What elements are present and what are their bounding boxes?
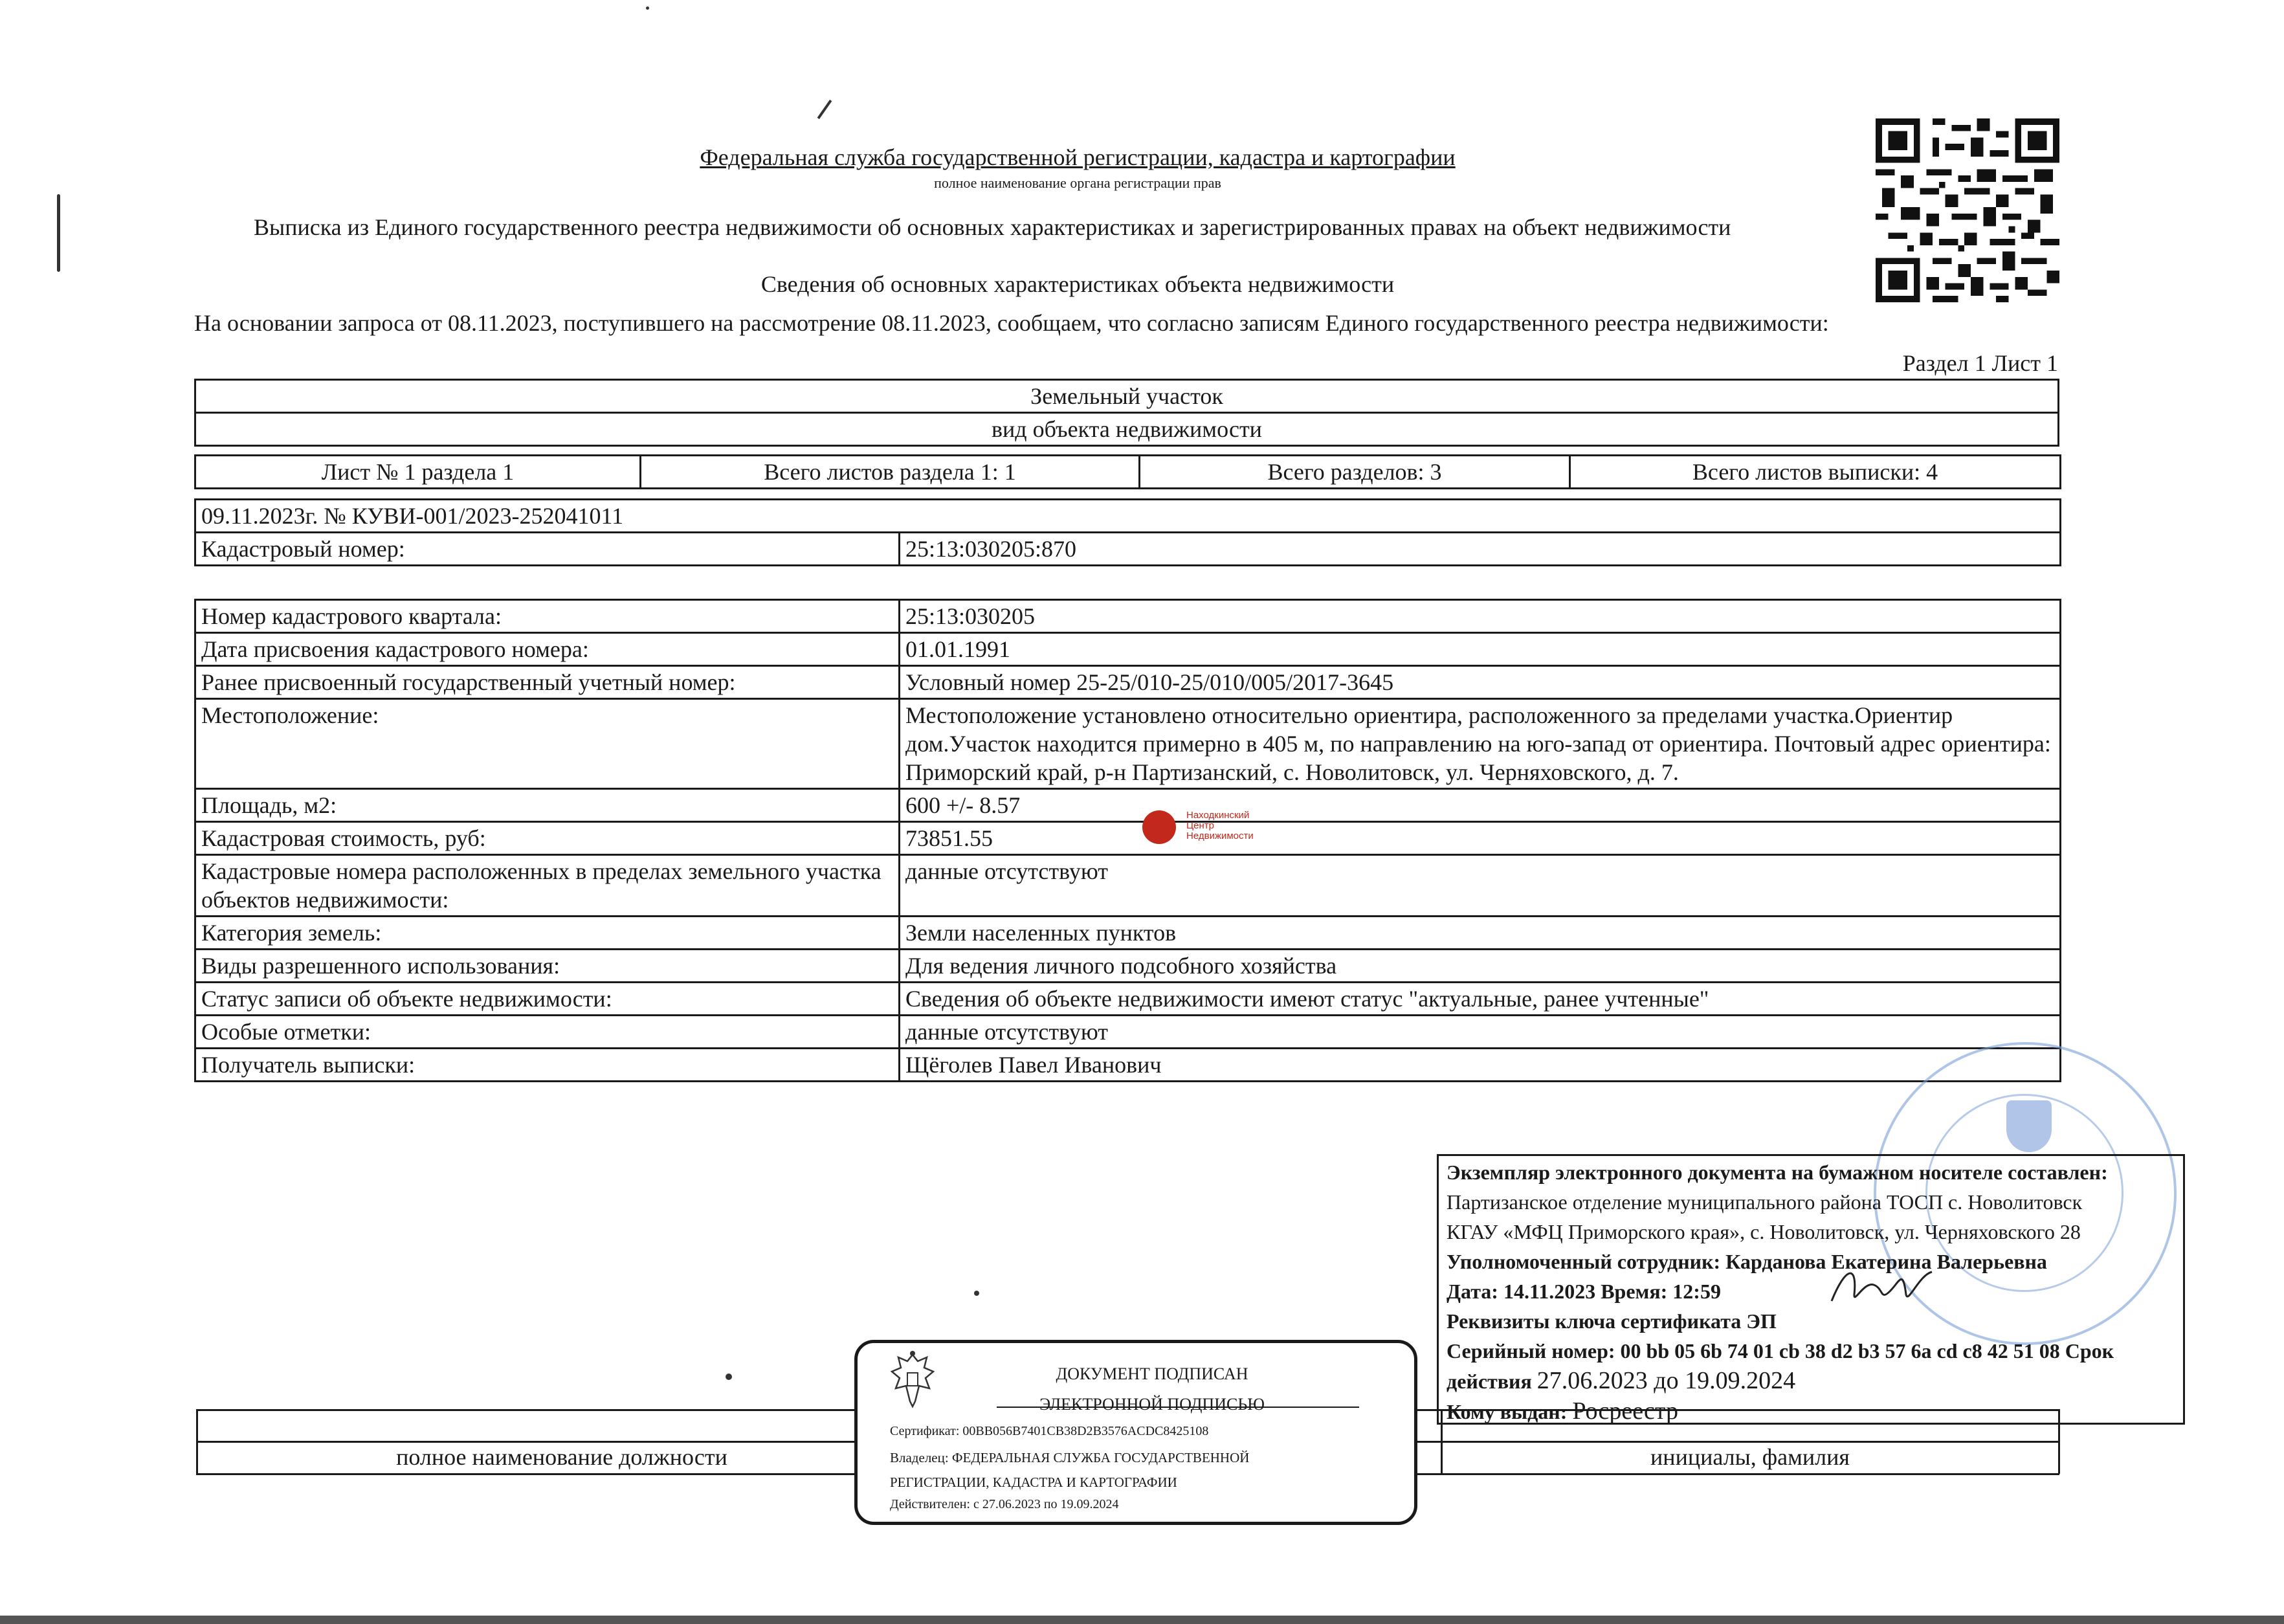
- agency-name: Федеральная служба государственной регистрации, кадастра и картографии: [700, 144, 1456, 170]
- table-row: [195, 666, 2061, 699]
- registration-table: [194, 498, 2061, 566]
- paper-copy-cert-heading: Реквизиты ключа сертификата ЭП: [1447, 1309, 1777, 1333]
- e-signature-cert: Сертификат: 00BB056B7401CB38D2B3576ACDC8425108: [890, 1424, 1209, 1438]
- document-subtitle: Сведения об основных характеристиках объекта недвижимости: [760, 271, 1395, 297]
- table-row: [195, 1049, 2061, 1082]
- scan-mark: [726, 1374, 732, 1380]
- row-label: Виды разрешенного использования:: [195, 950, 900, 983]
- row-value: Местоположение установлено относительно ориентира, расположенного за пределами участка.Ориентир дом.Участок находится примерно в 405 м, по направлению на юго-запад от ориентира. Почтовый адрес ориентира: Приморский край, р-н Партизанский, с. Новолитовск, ул. Черняховского, д. 7.: [900, 699, 2061, 789]
- watermark-logo-text: Находкинский Центр Недвижимости: [1186, 810, 1254, 841]
- paper-copy-validity: действия 27.06.2023 до 19.09.2024: [1447, 1367, 1796, 1394]
- coat-of-arms-icon: [887, 1350, 938, 1409]
- mfc-stamp-shield-icon: [2006, 1100, 2052, 1152]
- row-label: Кадастровая стоимость, руб:: [195, 822, 900, 855]
- row-value: Для ведения личного подсобного хозяйства: [900, 950, 2061, 983]
- table-row: [195, 789, 2061, 822]
- table-row: [195, 950, 2061, 983]
- row-value: данные отсутствуют: [900, 855, 2061, 917]
- document-title: Выписка из Единого государственного реестра недвижимости об основных характеристиках и зарегистрированных правах на объект недвижимости: [254, 214, 1731, 240]
- row-label: Особые отметки:: [195, 1016, 900, 1049]
- row-value: 25:13:030205: [900, 600, 2061, 633]
- row-label: Номер кадастрового квартала:: [195, 600, 900, 633]
- paper-copy-details: [1447, 1157, 2178, 1427]
- row-label: Кадастровые номера расположенных в пределах земельного участка объектов недвижимости:: [195, 855, 900, 917]
- name-caption: инициалы, фамилия: [1650, 1444, 1850, 1470]
- row-label: Категория земель:: [195, 917, 900, 950]
- section-sheet: Раздел 1 Лист 1: [1902, 350, 2058, 376]
- paper-copy-issued-to: Кому выдан: Росреестр: [1447, 1397, 1678, 1425]
- position-caption: полное наименование должности: [396, 1444, 727, 1470]
- table-row: [195, 600, 2061, 633]
- characteristics-table: [194, 599, 2061, 1082]
- extract-number: 09.11.2023г. № КУВИ-001/2023-252041011: [195, 500, 2061, 533]
- total-section-sheets: Всего листов раздела 1: 1: [641, 456, 1140, 489]
- table-row: [195, 855, 2061, 917]
- table-row: [195, 1016, 2061, 1049]
- object-type-caption: вид объекта недвижимости: [195, 413, 2059, 446]
- scan-edge: [0, 1616, 2284, 1624]
- row-label: Площадь, м2:: [195, 789, 900, 822]
- scan-mark: [646, 6, 649, 10]
- paper-copy-address: КГАУ «МФЦ Приморского края», с. Новолитовск, ул. Черняховского 28: [1447, 1220, 2081, 1243]
- object-type-table: [194, 379, 2059, 447]
- e-signature-validity: Действителен: с 27.06.2023 по 19.09.2024: [890, 1497, 1119, 1511]
- e-signature-subtitle: ЭЛЕКТРОННОЙ ПОДПИСЬЮ: [1039, 1395, 1265, 1414]
- table-row: [195, 699, 2061, 789]
- row-label: Местоположение:: [195, 699, 900, 789]
- row-label: Дата присвоения кадастрового номера:: [195, 633, 900, 666]
- scan-mark: [57, 194, 60, 272]
- row-label: Получатель выписки:: [195, 1049, 900, 1082]
- paper-copy-datetime: Дата: 14.11.2023 Время: 12:59: [1447, 1280, 1721, 1303]
- table-row: [195, 633, 2061, 666]
- row-value: Сведения об объекте недвижимости имеют статус "актуальные, ранее учтенные": [900, 983, 2061, 1016]
- sheet-number: Лист № 1 раздела 1: [195, 456, 641, 489]
- total-extract-sheets: Всего листов выписки: 4: [1570, 456, 2061, 489]
- qr-code: [1874, 118, 2061, 302]
- e-signature-rule-right: [997, 1407, 1359, 1408]
- e-signature-owner-cont: РЕГИСТРАЦИИ, КАДАСТРА И КАРТОГРАФИИ: [890, 1474, 1177, 1490]
- row-label: Статус записи об объекте недвижимости:: [195, 983, 900, 1016]
- cadastral-number-label: Кадастровый номер:: [195, 533, 900, 566]
- paper-copy-office: Партизанское отделение муниципального района ТОСП с. Новолитовск: [1447, 1190, 2083, 1214]
- row-label: Ранее присвоенный государственный учетный номер:: [195, 666, 900, 699]
- sheets-table: [194, 454, 2061, 489]
- row-value: 600 +/- 8.57: [900, 789, 2061, 822]
- scan-mark: [817, 100, 832, 119]
- agency-caption: полное наименование органа регистрации прав: [934, 175, 1221, 191]
- e-signature-title: ДОКУМЕНТ ПОДПИСАН: [1056, 1364, 1248, 1383]
- row-value: Условный номер 25-25/010-25/010/005/2017-3645: [900, 666, 2061, 699]
- row-value: 73851.55: [900, 822, 2061, 855]
- handwritten-signature: [1825, 1256, 1935, 1314]
- total-sections: Всего разделов: 3: [1140, 456, 1570, 489]
- e-signature-owner: Владелец: ФЕДЕРАЛЬНАЯ СЛУЖБА ГОСУДАРСТВЕННОЙ: [890, 1450, 1250, 1465]
- paper-copy-heading: Экземпляр электронного документа на бумажном носителе составлен:: [1447, 1161, 2108, 1184]
- scan-mark: [974, 1291, 979, 1296]
- request-basis: На основании запроса от 08.11.2023, поступившего на рассмотрение 08.11.2023, сообщаем, что согласно записям Единого государственного реестра недвижимости:: [194, 310, 1829, 336]
- cadastral-number-value: 25:13:030205:870: [900, 533, 2061, 566]
- watermark-logo-icon: [1142, 810, 1176, 844]
- row-value: Земли населенных пунктов: [900, 917, 2061, 950]
- row-value: 01.01.1991: [900, 633, 2061, 666]
- object-type: Земельный участок: [195, 380, 2059, 413]
- table-row: [195, 983, 2061, 1016]
- row-value: Щёголев Павел Иванович: [900, 1049, 2061, 1082]
- paper-copy-serial: Серийный номер: 00 bb 05 6b 74 01 cb 38 d2 b3 57 6a cd c8 42 51 08 Срок: [1447, 1339, 2114, 1363]
- table-row: [195, 917, 2061, 950]
- row-value: данные отсутствуют: [900, 1016, 2061, 1049]
- table-row: [195, 822, 2061, 855]
- paper-copy-employee: Уполномоченный сотрудник: Карданова Екатерина Валерьевна: [1447, 1250, 2047, 1273]
